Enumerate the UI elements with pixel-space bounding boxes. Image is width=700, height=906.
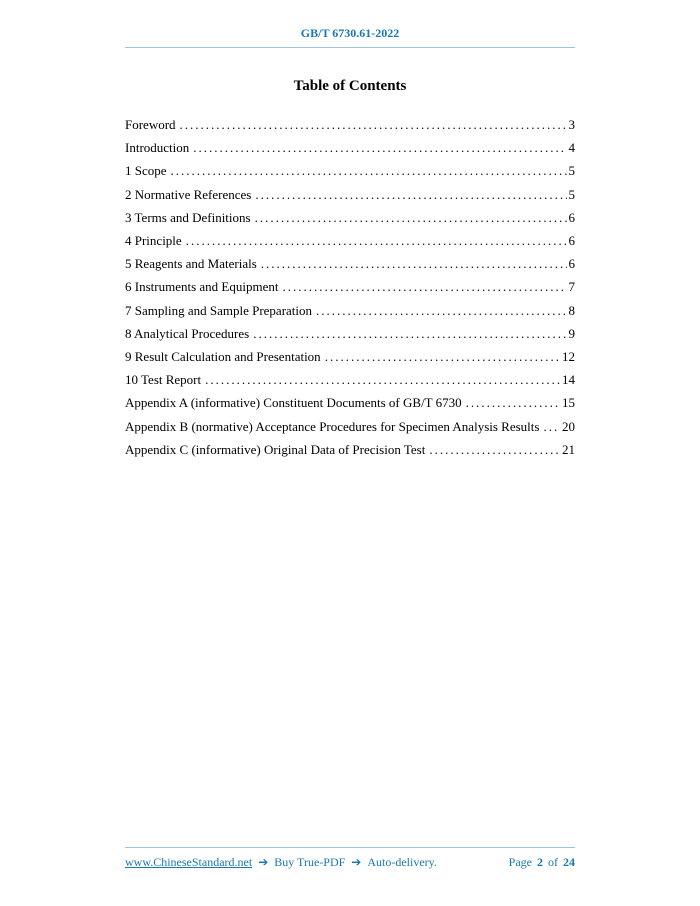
toc-entry-label: 4 Principle: [125, 233, 182, 249]
toc-entry-label: Foreword: [125, 117, 176, 132]
toc-entry: [125, 391, 575, 414]
toc-entry: [125, 183, 575, 206]
toc-entry: [125, 159, 575, 182]
toc-leader-dots: [429, 438, 560, 461]
toc-entry-label: 2 Normative References: [125, 186, 252, 202]
right-arrow-icon: ➔: [258, 855, 269, 869]
footer-delivery-text: Auto-delivery.: [367, 855, 437, 869]
footer-left: [125, 855, 437, 870]
toc-entry-label: 5 Reagents and Materials: [125, 256, 257, 272]
right-arrow-icon: ➔: [351, 855, 362, 869]
toc-entry-page: 3: [568, 117, 575, 132]
toc-entry-label: 8 Analytical Procedures: [125, 325, 250, 341]
toc-leader-dots: [543, 415, 560, 438]
total-page-number: 24: [563, 855, 575, 869]
toc-entry-label: 3 Terms and Definitions: [125, 209, 251, 225]
toc-entry-page: 14: [562, 372, 575, 388]
page-title: Table of Contents: [293, 78, 407, 94]
toc-leader-dots: [466, 391, 560, 414]
toc-leader-dots: [205, 368, 560, 391]
toc-entry-label: 7 Sampling and Sample Preparation: [125, 302, 313, 318]
toc-entry: [125, 368, 575, 391]
toc-entry: [125, 275, 575, 298]
toc-leader-dots: [316, 299, 566, 322]
toc-leader-dots: [186, 229, 567, 252]
toc-entry-page: 21: [562, 441, 575, 457]
toc-entry: [125, 252, 575, 275]
toc-entry: [125, 415, 575, 438]
toc-leader-dots: [180, 113, 567, 136]
toc-leader-dots: [282, 275, 566, 298]
toc-entry-label: Appendix A (informative) Constituent Documents of GB/T 6730: [125, 395, 462, 411]
toc-entry-label: 1 Scope: [125, 163, 167, 179]
toc-entry-page: 6: [568, 209, 575, 225]
toc-entry: [125, 322, 575, 345]
toc-entry: [125, 345, 575, 368]
toc-entry-page: 8: [568, 302, 575, 318]
toc-entry-label: Appendix B (normative) Acceptance Procedures for Specimen Analysis Results: [125, 418, 540, 434]
toc-entry-label: 10 Test Report: [125, 372, 202, 388]
toc-entry-page: 5: [568, 186, 575, 202]
toc-entry: [125, 229, 575, 252]
table-of-contents: [125, 113, 575, 461]
toc-entry: [125, 136, 575, 159]
footer-rule: [125, 847, 575, 848]
footer-page-indicator: [509, 855, 575, 870]
toc-leader-dots: [171, 159, 567, 182]
toc-entry-label: Introduction: [125, 140, 190, 156]
toc-entry-label: 6 Instruments and Equipment: [125, 279, 279, 295]
toc-entry-page: 4: [568, 140, 575, 156]
toc-entry: [125, 113, 575, 136]
toc-entry: [125, 206, 575, 229]
toc-leader-dots: [255, 183, 566, 206]
toc-entry-page: 15: [562, 395, 575, 411]
page-footer: [125, 847, 575, 870]
header-rule: [125, 47, 575, 48]
toc-entry-page: 9: [568, 325, 575, 341]
toc-entry: [125, 438, 575, 461]
toc-leader-dots: [193, 136, 566, 159]
toc-leader-dots: [261, 252, 567, 275]
toc-entry: [125, 299, 575, 322]
toc-entry-page: 20: [562, 418, 575, 434]
site-link[interactable]: www.ChineseStandard.net: [125, 855, 253, 869]
toc-entry-page: 5: [568, 163, 575, 179]
toc-leader-dots: [255, 206, 567, 229]
current-page-number: 2: [537, 855, 543, 869]
toc-entry-page: 6: [568, 256, 575, 272]
footer-buy-text: Buy True-PDF: [274, 855, 346, 869]
toc-entry-page: 12: [562, 349, 575, 365]
header-doc-number: GB/T 6730.61-2022: [300, 26, 400, 40]
toc-entry-page: 7: [568, 279, 575, 295]
toc-entry-label: 9 Result Calculation and Presentation: [125, 349, 321, 365]
toc-entry-label: Appendix C (informative) Original Data of Precision Test: [125, 441, 426, 457]
toc-leader-dots: [253, 322, 566, 345]
toc-entry-page: 6: [568, 233, 575, 249]
of-word: of: [548, 855, 558, 869]
toc-leader-dots: [325, 345, 560, 368]
page-word: Page: [508, 855, 532, 869]
